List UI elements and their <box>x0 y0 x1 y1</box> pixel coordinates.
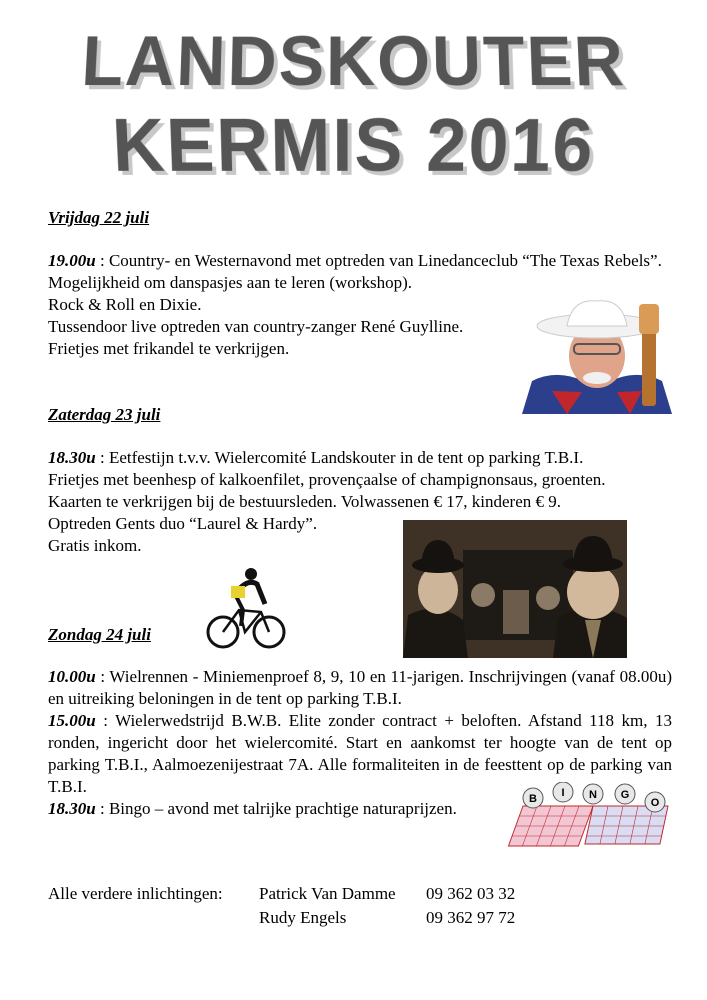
saturday-text-1: : Eetfestijn t.v.v. Wielercomité Landskouter in de tent op parking T.B.I. <box>95 448 584 467</box>
bingo-ball-o: O <box>650 797 660 809</box>
cyclist-icon <box>205 566 287 654</box>
contact-name-1: Patrick Van Damme <box>259 884 396 903</box>
friday-text-1: : Country- en Westernavond met optreden van Linedanceclub “The Texas Rebels”. Mogelijkheid om danspasjes aan te leren (workshop). <box>48 251 662 292</box>
cowboy-singer-photo <box>522 296 674 414</box>
saturday-time: 18.30u <box>48 448 96 467</box>
saturday-line-5: Gratis inkom. <box>48 536 142 555</box>
laurel-hardy-photo <box>403 520 627 658</box>
sunday-time-1: 10.00u <box>48 667 96 686</box>
friday-line-4: Frietjes met frikandel te verkrijgen. <box>48 339 290 358</box>
sunday-heading: Zondag 24 juli <box>48 625 151 644</box>
sunday-text-3: : Bingo – avond met talrijke prachtige naturaprijzen. <box>95 799 457 818</box>
friday-time: 19.00u <box>48 251 96 270</box>
bingo-ball-b: B <box>529 793 537 805</box>
sunday-text-1: : Wielrennen - Miniemenproef 8, 9, 10 en 11-jarigen. Inschrijvingen (vanaf 08.00u) en uitreiking beloningen in de tent op parking T.B.I. <box>48 667 672 708</box>
contact-name-2: Rudy Engels <box>259 908 347 927</box>
bingo-ball-n: N <box>589 789 597 801</box>
sunday-time-3: 18.30u <box>48 799 96 818</box>
saturday-heading: Zaterdag 23 juli <box>48 405 161 424</box>
saturday-line-2: Frietjes met beenhesp of kalkoenfilet, provençaalse of champignonsaus, groenten. <box>48 470 606 489</box>
contact-phone-1: 09 362 03 32 <box>426 884 516 903</box>
bingo-cards-picture <box>505 782 680 852</box>
saturday-line-4: Optreden Gents duo “Laurel & Hardy”. <box>48 514 318 533</box>
friday-line-2: Rock & Roll en Dixie. <box>48 295 202 314</box>
bingo-ball-g: G <box>620 789 630 801</box>
saturday-line-3: Kaarten te verkrijgen bij de bestuursleden. Volwassenen € 17, kinderen € 9. <box>48 492 562 511</box>
title-line-2: KERMIS 2016 <box>110 104 597 188</box>
contact-phone-2: 09 362 97 72 <box>426 908 516 927</box>
title-line-1: LANDSKOUTER <box>79 21 628 101</box>
bingo-ball-i: I <box>561 787 565 799</box>
contact-label: Alle verdere inlichtingen: <box>48 884 223 903</box>
friday-line-3: Tussendoor live optreden van country-zanger René Guylline. <box>48 317 464 336</box>
sunday-time-2: 15.00u <box>48 711 96 730</box>
sunday-text-2: : Wielerwedstrijd B.W.B. Elite zonder contract + beloften. Afstand 118 km, 13 ronden, ingericht door het wielercomité. Start en aankomst ter hoogte van de tent op parking T.B.I., Aalmoezenijestraat 7A. Alle formaliteiten in de feesttent op de parking van T.B.I. <box>48 711 672 796</box>
friday-heading: Vrijdag 22 juli <box>48 208 150 227</box>
